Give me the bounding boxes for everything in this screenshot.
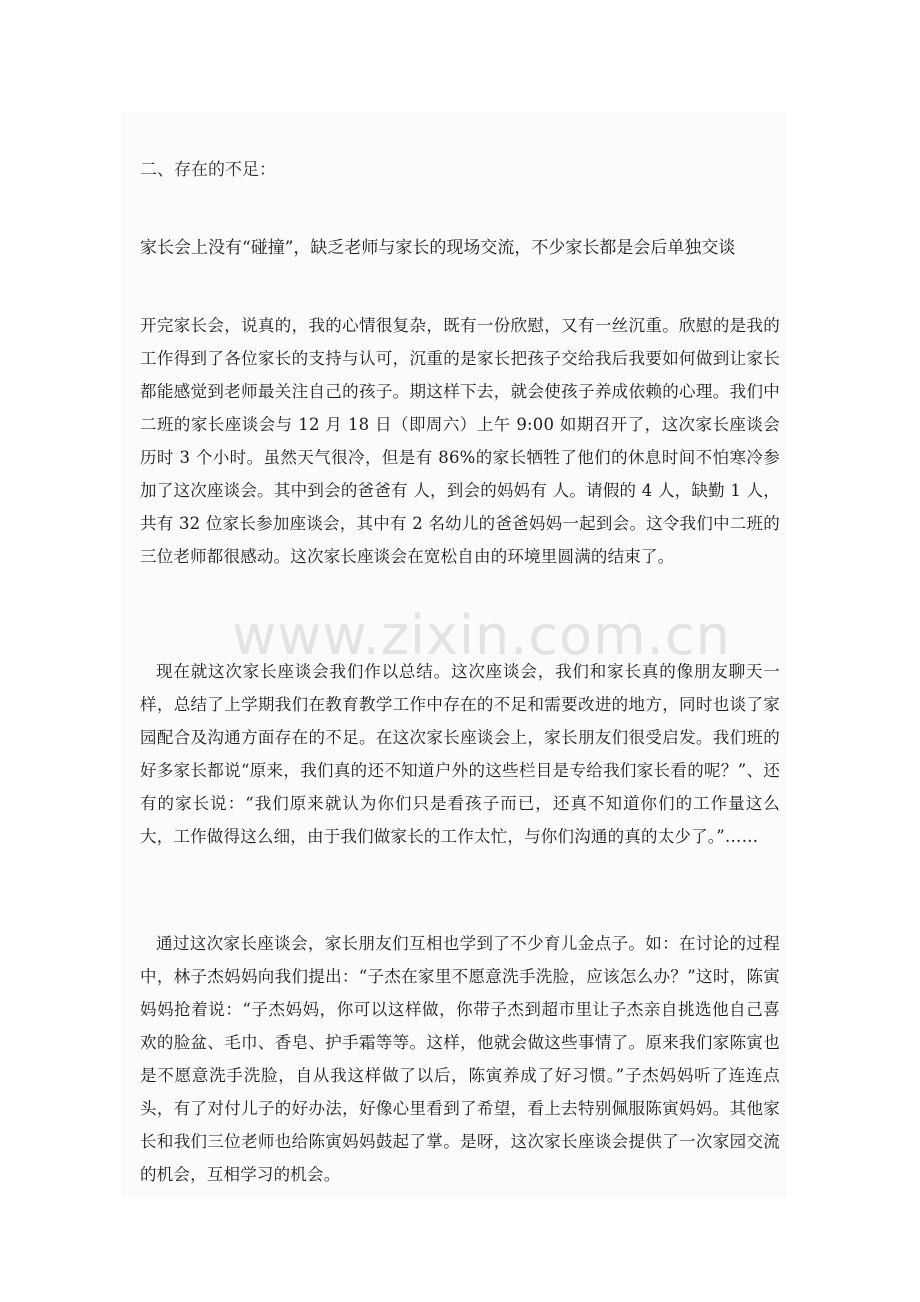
paragraph-3: 通过这次家长座谈会，家长朋友们互相也学到了不少育儿金点子。如：在讨论的过程中，林子杰妈妈向我们提出：“子杰在家里不愿意洗手洗脸，应该怎么办？”这时，陈寅妈妈抢着说：“子杰妈妈，你可以这样做，你带子杰到超市里让子杰亲自挑选他自己喜欢的脸盆、毛巾、香皂、护手霜等等。这样，他就会做这些事情了。原来我们家陈寅也是不愿意洗手洗脸，自从我这样做了以后，陈寅养成了好习惯。”子杰妈妈听了连连点头，有了对付儿子的好办法，好像心里看到了希望，看上去特别佩服陈寅妈妈。其他家长和我们三位老师也给陈寅妈妈鼓起了掌。是呀，这次家长座谈会提供了一次家园交流的机会，互相学习的机会。 bbox=[140, 934, 780, 1184]
watermark-text: www.zixin.com.cn bbox=[232, 604, 731, 667]
summary-line: 家长会上没有“碰撞”，缺乏老师与家长的现场交流，不少家长都是会后单独交谈 bbox=[140, 238, 736, 258]
paragraph-2: 现在就这次家长座谈会我们作以总结。这次座谈会，我们和家长真的像朋友聊天一样，总结了上学期我们在教育教学工作中存在的不足和需要改进的地方，同时也谈了家园配合及沟通方面存在的不足。在这次家长座谈会上，家长朋友们很受启发。我们班的好多家长都说“原来，我们真的还不知道户外的这些栏目是专给我们家长看的呢？”、还有的家长说：“我们原来就认为你们只是看孩子而已，还真不知道你们的工作量这么大，工作做得这么细，由于我们做家长的工作太忙，与你们沟通的真的太少了。”…… bbox=[140, 662, 780, 846]
paragraph-1: 开完家长会，说真的，我的心情很复杂，既有一份欣慰，又有一丝沉重。欣慰的是我的工作得到了各位家长的支持与认可，沉重的是家长把孩子交给我后我要如何做到让家长都能感觉到老师最关注自己的孩子。期这样下去，就会使孩子养成依赖的心理。我们中二班的家长座谈会与 12 月 18 日（即周六）上午 9:00 如期召开了，这次家长座谈会历时 3 个小时。虽然天气很冷，但是有 86%的家长牺牲了他们的休息时间不怕寒冷参加了这次座谈会。其中到会的爸爸有 人，到会的妈妈有 人。请假的 4 人，缺勤 1 人，共有 32 位家长参加座谈会，其中有 2 名幼儿的爸爸妈妈一起到会。这令我们中二班的三位老师都很感动。这次家长座谈会在宽松自由的环境里圆满的结束了。 bbox=[140, 316, 780, 566]
section-heading: 二、存在的不足： bbox=[140, 160, 276, 180]
